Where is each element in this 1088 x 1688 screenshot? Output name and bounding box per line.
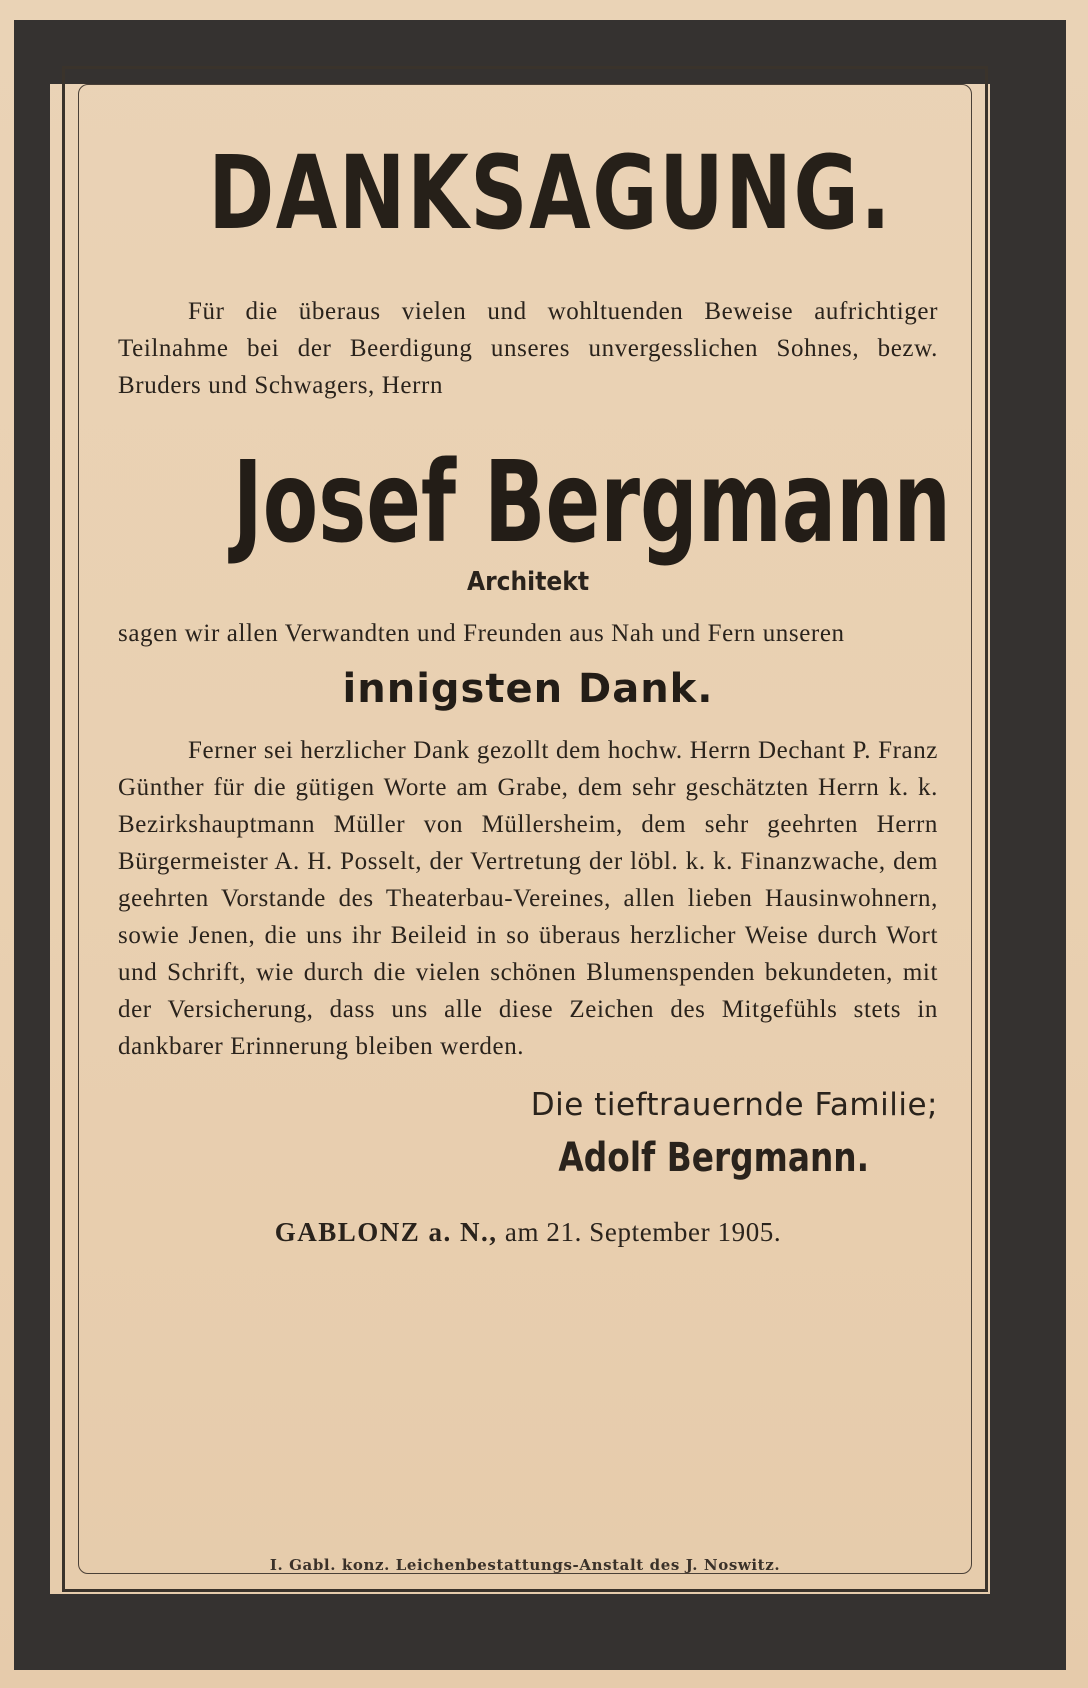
thanks-emphasis: innigsten Dank. [342, 666, 714, 713]
signature-line: Die tieftrauernde Familie; [530, 1087, 938, 1124]
notice-content [118, 134, 951, 1248]
thanks-line: sagen wir allen Verwandten und Freunden aus Nah und Fern unseren [118, 620, 845, 648]
deceased-profession: Architekt [466, 567, 590, 598]
printer-credit: I. Gabl. konz. Leichenbestattungs-Anstalt des J. Noswitz. [269, 1556, 781, 1574]
date: am 21. September 1905. [504, 1217, 782, 1248]
place: GABLONZ a. N., [274, 1217, 498, 1248]
body-paragraph: Ferner sei herzlicher Dank gezollt dem hochw. Herrn Dechant P. Franz Günther für die gütigen Worte am Grabe, dem sehr geschätzten Herrn k. k. Bezirkshauptmann Müller von Müllersheim, dem sehr geehrten Herrn Bürgermeister A. H. Posselt, der Vertretung der löbl. k. k. Finanzwache, dem geehrten Vorstande des Theaterbau-Vereines, allen lieben Hausinwohnern, sowie Jenen, die uns ihr Beileid in so überaus herzlicher Weise durch Wort und Schrift, wie durch die vielen schönen Blumenspenden bekundeten, mit der Versicherung, dass uns alle diese Zeichen des Mitgefühls stets in dankbarer Erinnerung bleiben werden. [118, 737, 938, 1061]
notice-title: DANKSAGUNG. [208, 134, 893, 253]
intro-paragraph: Für die überaus vielen und wohltuenden Beweise aufrichtiger Teilnahme bei der Beerdigung unseres unvergesslichen Sohnes, bezw. Bruders und Schwagers, Herrn [118, 298, 938, 400]
signer-name: Adolf Bergmann. [558, 1135, 870, 1182]
deceased-name: Josef Bergmann [232, 438, 951, 569]
place-date [118, 1217, 938, 1248]
